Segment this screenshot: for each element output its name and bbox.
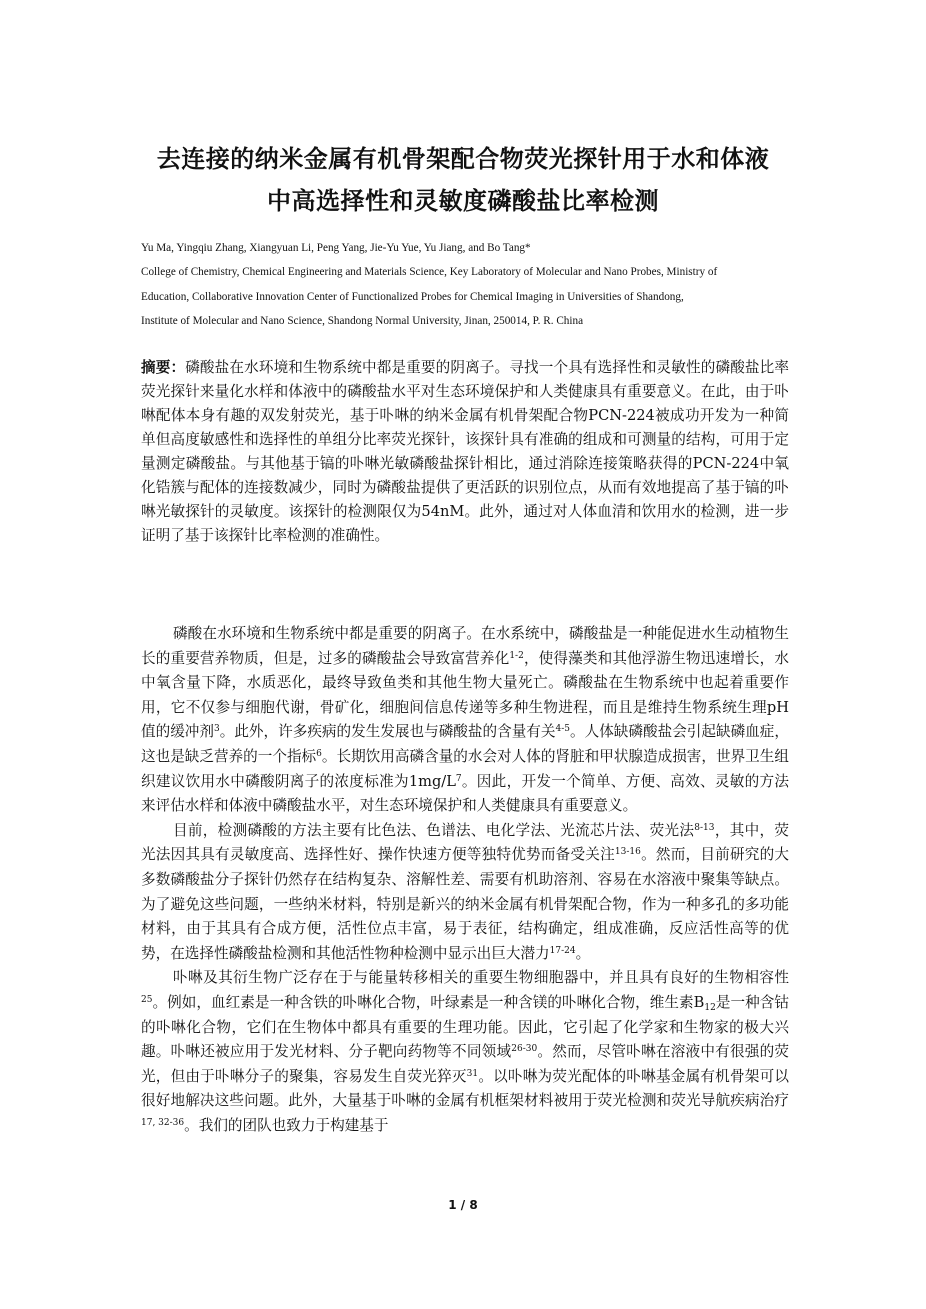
citation-ref: 7 xyxy=(455,773,462,784)
body-text: 。例如，血红素是一种含铁的卟啉化合物，叶绿素是一种含镁的卟啉化合物，维生素B xyxy=(152,993,705,1011)
body-text: 卟啉及其衍生物广泛存在于与能量转移相关的重要生物细胞器中，并且具有良好的生物相容性 xyxy=(173,969,789,987)
body-paragraph-1 xyxy=(141,622,789,819)
main-body xyxy=(141,622,789,1138)
body-text: 。然而，目前研究的大多数磷酸盐分子探针仍然存在结构复杂、溶解性差、需要有机助溶剂、容易在水溶液中聚集等缺点。为了避免这些问题，一些纳米材料，特别是新兴的纳米金属有机骨架配合物，作为一种多孔的多功能材料，由于其具有合成方便，活性位点丰富，易于表征，结构确定，组成准确，反应活性高等的优势，在选择性磷酸盐检测和其他活性物种检测中显示出巨大潜力 xyxy=(141,846,789,962)
affiliation-line: College of Chemistry, Chemical Engineering and Materials Science, Key Laboratory of Molecular and Nano Probes, Ministry of xyxy=(141,266,718,278)
abstract-label: 摘要： xyxy=(141,359,186,376)
body-text: 。 xyxy=(575,944,591,962)
citation-ref: 25 xyxy=(141,994,153,1005)
citation-ref: 17-24 xyxy=(549,945,576,956)
body-text: 。我们的团队也致力于构建基于 xyxy=(184,1116,389,1134)
body-text: 磷酸在水环境和生物系统中都是重要的阴离子。在水系统中，磷酸盐是一种能促进水生动植物生长的重要营养物质，但是，过多的磷酸盐会导致富营养化 xyxy=(141,625,789,667)
body-paragraph-3 xyxy=(141,966,789,1138)
citation-ref: 31 xyxy=(466,1068,479,1079)
citation-ref: 17, 32-36 xyxy=(141,1117,185,1128)
body-text: 。人体缺磷酸盐会引起缺磷血症，这也是缺乏营养的一个指标 xyxy=(141,723,789,765)
body-text: 。因此，开发一个简单、方便、高效、灵敏的方法来评估水样和体液中磷酸盐水平，对生态环境保护和人类健康具有重要意义。 xyxy=(141,772,789,815)
paper-title xyxy=(100,138,826,222)
body-text: 目前，检测磷酸的方法主要有比色法、色谱法、电化学法、光流芯片法、荧光法 xyxy=(173,821,695,839)
body-text: ，其中，荧光法因其具有灵敏度高、选择性好、操作快速方便等独特优势而备受关注 xyxy=(141,821,789,864)
affiliation-line: Education, Collaborative Innovation Center of Functionalized Probes for Chemical Imaging in Universities of Shandong, xyxy=(141,290,684,303)
author-list: Yu Ma, Yingqiu Zhang, Xiangyuan Li, Peng Yang, Jie-Yu Yue, Yu Jiang, and Bo Tang* xyxy=(141,242,531,254)
title-line-1: 去连接的纳米金属有机骨架配合物荧光探针用于水和体液 xyxy=(156,145,770,173)
affiliation xyxy=(141,260,791,334)
subscript: 12 xyxy=(704,1002,716,1013)
title-line-2: 中高选择性和灵敏度磷酸盐比率检测 xyxy=(267,187,659,215)
body-paragraph-2 xyxy=(141,819,789,967)
citation-ref: 1-2 xyxy=(509,650,524,661)
citation-ref: 4-5 xyxy=(555,724,570,735)
body-text: ，使得藻类和其他浮游生物迅速增长，水中氧含量下降，水质恶化，最终导致鱼类和其他生物大量死亡。磷酸盐在生物系统中也起着重要作用，它不仅参与细胞代谢，骨矿化，细胞间信息传递等多种生物进程，而且是维持生物系统生理pH值的缓冲剂 xyxy=(141,649,789,741)
citation-ref: 6 xyxy=(316,748,322,759)
body-text: 。然而，尽管卟啉在溶液中有很强的荧光，但由于卟啉分子的聚集，容易发生自荧光猝灭 xyxy=(141,1043,789,1085)
citation-ref: 26-30 xyxy=(511,1044,538,1055)
body-text: 。长期饮用高磷含量的水会对人体的肾脏和甲状腺造成损害，世界卫生组织建议饮用水中磷酸阴离子的浓度标准为1mg/L xyxy=(141,747,789,790)
citation-ref: 8-13 xyxy=(694,822,715,833)
page-number: 1 / 8 xyxy=(448,1198,478,1212)
affiliation-line: Institute of Molecular and Nano Science, Shandong Normal University, Jinan, 250014, P. R. China xyxy=(141,315,584,327)
citation-ref: 13-16 xyxy=(614,847,641,858)
abstract-text: 磷酸盐在水环境和生物系统中都是重要的阴离子。寻找一个具有选择性和灵敏性的磷酸盐比率荧光探针来量化水样和体液中的磷酸盐水平对生态环境保护和人类健康具有重要意义。在此，由于卟啉配体本身有趣的双发射荧光，基于卟啉的纳米金属有机骨架配合物PCN-224被成功开发为一种简单但高度敏感性和选择性的单组分比率荧光探针，该探针具有准确的组成和可测量的结构，可用于定量测定磷酸盐。与其他基于镐的卟啉光敏磷酸盐探针相比，通过消除连接策略获得的PCN-224中氧化锆簇与配体的连接数减少，同时为磷酸盐提供了更活跃的识别位点，从而有效地提高了基于镐的卟啉光敏探针的灵敏度。该探针的检测限仅为54nM。此外，通过对人体血清和饮用水的检测，进一步证明了基于该探针比率检测的准确性。 xyxy=(141,359,789,544)
body-text: 。此外，许多疾病的发生发展也与磷酸盐的含量有关 xyxy=(219,723,556,741)
citation-ref: 3 xyxy=(214,724,220,735)
abstract xyxy=(141,356,789,548)
body-text: 是一种含钴的卟啉化合物，它们在生物体中都具有重要的生理功能。因此，它引起了化学家和生物家的极大兴趣。卟啉还被应用于发光材料、分子靶向药物等不同领域 xyxy=(141,993,789,1061)
body-text: 。以卟啉为荧光配体的卟啉基金属有机骨架可以很好地解决这些问题。此外，大量基于卟啉的金属有机框架材料被用于荧光检测和荧光导航疾病治疗 xyxy=(141,1067,789,1110)
